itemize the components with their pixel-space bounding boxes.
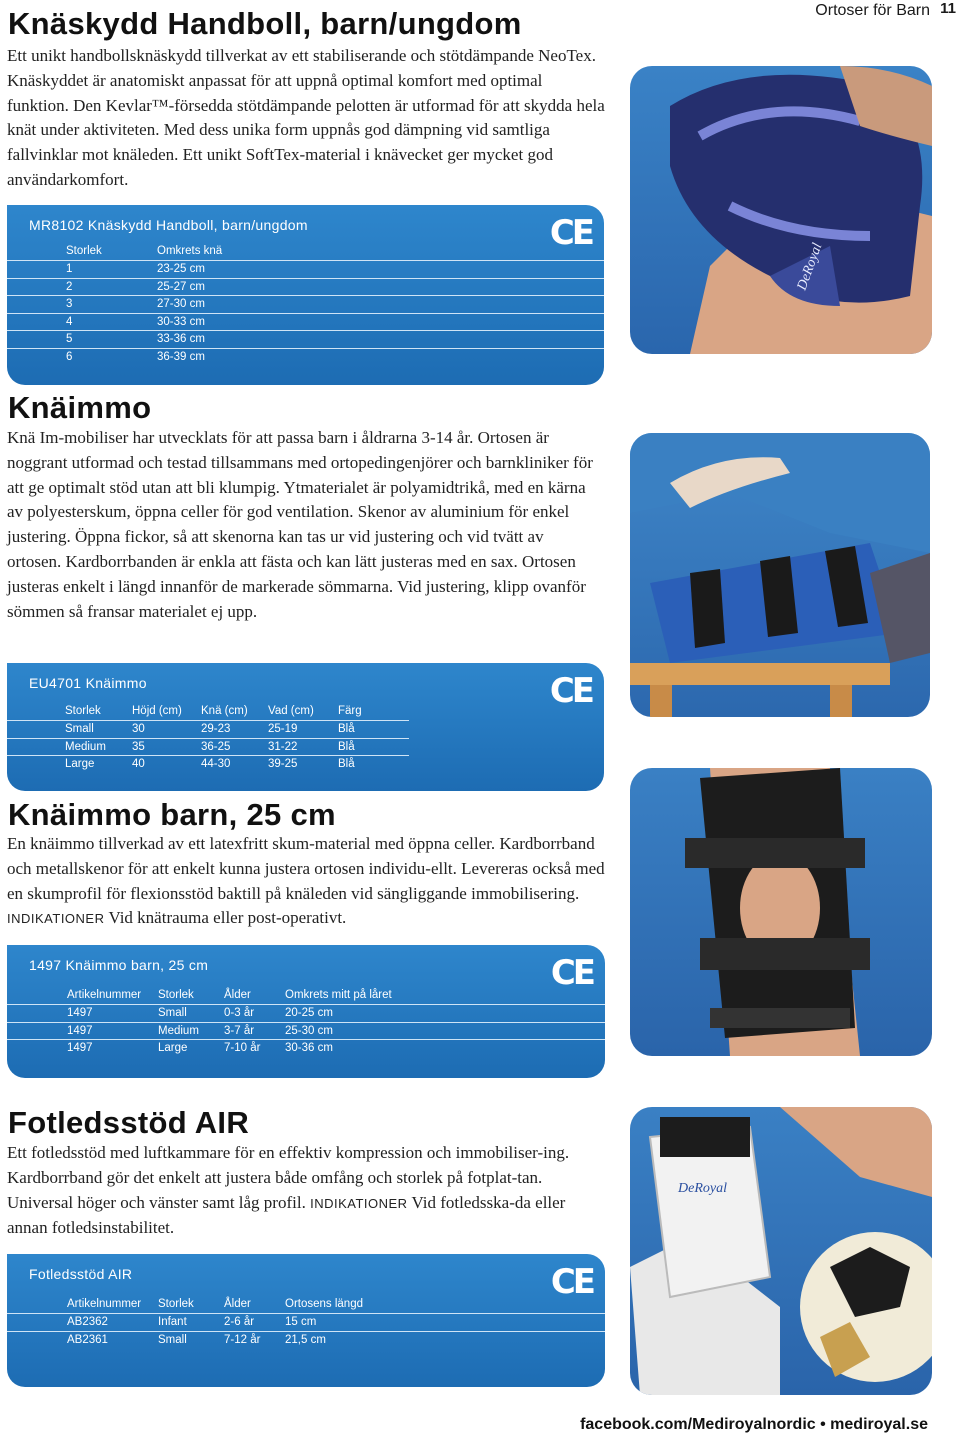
indications-label: INDIKATIONER: [7, 911, 105, 927]
spec-table: [7, 243, 604, 365]
ce-mark-icon: CE: [550, 1262, 593, 1302]
spec-panel-knaimmo-barn: [7, 945, 605, 1078]
table-header: Artikelnummer: [67, 1297, 142, 1310]
table-row: Small 30 29-23 25-19 Blå: [7, 721, 409, 739]
section-body-fotledsstod: Ett fotledsstöd med luftkammare för en effektiv kompression och immobiliser-ing. Kardborrband gör det enkelt att justera både omfång och storlek på fotplat-tan. Universal höger och vänster samt låg profil. INDIKATIONER Vid fotledsska-da eller annan fotledsinstabilitet.: [7, 1143, 570, 1238]
photo-knee-brace: [630, 768, 932, 1056]
section-title-knaimmo-barn: Knäimmo barn, 25 cm: [8, 797, 336, 832]
table-row: 6 36-39 cm: [7, 348, 604, 365]
svg-text:DeRoyal: DeRoyal: [678, 1181, 727, 1196]
section-body-knaimmo: Knä Im-mobiliser har utvecklats för att passa barn i åldrarna 3-14 år. Ortosen är noggrant utformad och testad tillsammans med ortopedingenjörer och barnkliniker för att ge optimalt stöd utan att bli klumpig. Ytmaterialet är polyamidtrikå, med en kärna av polyesterskum, öppna celler för god ventilation. Skenor av aluminium för enkel justering. Öppna fickor, så att skenorna kan tas ur vid justering och vid tvätt av ortosen. Kardborrbanden är enkla att fästa och kan lätt justeras med en sax. Ortosen justeras enkelt i längd innanför de markerade sömmarna. Vid justering, klipp ovanför sömmen så fransar materialet ej upp.: [7, 428, 593, 621]
spec-table: [7, 703, 409, 773]
knee-brace-illustration: [630, 768, 932, 1056]
indications-label: INDIKATIONER: [310, 1195, 408, 1211]
photo-ankle-brace: [630, 1107, 932, 1395]
panel-title: EU4701 Knäimmo: [29, 675, 147, 691]
table-header: Ortosens längd: [285, 1297, 363, 1310]
ankle-brace-illustration: [630, 1107, 932, 1395]
table-header: Storlek: [158, 988, 194, 1001]
indications-text: Vid fotledsska-da eller annan fotledsinstabilitet.: [7, 1192, 566, 1238]
panel-title: Fotledsstöd AIR: [29, 1266, 133, 1282]
table-row: Medium 35 36-25 31-22 Blå: [7, 738, 409, 756]
table-header: Omkrets mitt på låret: [285, 988, 392, 1001]
table-row: AB2362 Infant 2-6 år 15 cm: [7, 1314, 605, 1332]
table-row: 2 25-27 cm: [7, 278, 604, 296]
footer-links[interactable]: facebook.com/Mediroyalnordic • mediroyal.se: [580, 1416, 928, 1433]
table-header: Vad (cm): [268, 704, 314, 717]
table-row: 1497 Large 7-10 år 30-36 cm: [7, 1040, 605, 1057]
ce-mark-icon: CE: [549, 671, 592, 711]
knee-immobilizer-illustration: [630, 433, 930, 717]
table-header: Höjd (cm): [132, 704, 182, 717]
table-header: Artikelnummer: [67, 988, 142, 1001]
table-row: AB2361 Small 7-12 år 21,5 cm: [7, 1331, 605, 1348]
page-number: 11: [940, 0, 956, 17]
table-header: Storlek: [65, 704, 101, 717]
spec-table: [7, 987, 605, 1057]
spec-table: [7, 1296, 605, 1348]
spec-panel-knaskydd: [7, 205, 604, 385]
table-header: Storlek: [158, 1297, 194, 1310]
table-header: Omkrets knä: [157, 244, 223, 257]
ce-mark-icon: CE: [550, 953, 593, 993]
knee-pad-illustration: [630, 66, 932, 354]
table-row: 1497 Small 0-3 år 20-25 cm: [7, 1005, 605, 1023]
page-category: Ortoser för Barn: [815, 2, 930, 19]
table-header: Knä (cm): [201, 704, 248, 717]
table-header: Färg: [338, 704, 362, 717]
section-body-knaskydd: Ett unikt handbollsknäskydd tillverkat av ett stabiliserande och stötdämpande NeoTex. Knäskyddet är anatomiskt anpassat för att uppnå optimal komfort med optimal funktion. Den Kevlar™-försedda stötdämpande pelotten är utformad för att skydda hela knät under aktiviteten. Med dess unika form uppnås god dämpning vid samtliga fallvinklar mot knäleden. Ett unikt SoftTex-material i knävecket ger mycket god användarkomfort.: [7, 46, 605, 189]
table-row: 1497 Medium 3-7 år 25-30 cm: [7, 1022, 605, 1040]
section-body-knaimmo-barn: En knäimmo tillverkad av ett latexfritt skum-material med öppna celler. Kardborrband och metallskenor för att enkelt kunna justera ortosen individu-ellt. Levereras också med en skumprofil för flexionsstöd baktill på knäleden vid sängliggande immobilisering. INDIKATIONER Vid knätrauma eller post-operativt.: [7, 834, 605, 928]
table-row: 3 27-30 cm: [7, 296, 604, 314]
section-title-fotledsstod: Fotledsstöd AIR: [8, 1105, 250, 1140]
table-header: Ålder: [224, 988, 251, 1001]
table-row: Large 40 44-30 39-25 Blå: [7, 756, 409, 773]
photo-knee-immobilizer: [630, 433, 930, 717]
spec-panel-knaimmo: [7, 663, 604, 791]
panel-title: 1497 Knäimmo barn, 25 cm: [29, 957, 209, 973]
svg-text:DeRoyal: DeRoyal: [794, 241, 826, 293]
section-title-knaskydd: Knäskydd Handboll, barn/ungdom: [8, 6, 522, 41]
indications-text: Vid knätrauma eller post-operativt.: [108, 908, 347, 928]
section-title-knaimmo: Knäimmo: [8, 390, 152, 425]
table-row: 5 33-36 cm: [7, 331, 604, 349]
table-row: 4 30-33 cm: [7, 313, 604, 331]
table-header: Ålder: [224, 1297, 251, 1310]
spec-panel-fotledsstod: [7, 1254, 605, 1387]
ce-mark-icon: CE: [549, 213, 592, 253]
photo-knee-pad: [630, 66, 932, 354]
table-row: 1 23-25 cm: [7, 261, 604, 279]
table-header: Storlek: [66, 244, 102, 257]
panel-title: MR8102 Knäskydd Handboll, barn/ungdom: [29, 217, 308, 233]
